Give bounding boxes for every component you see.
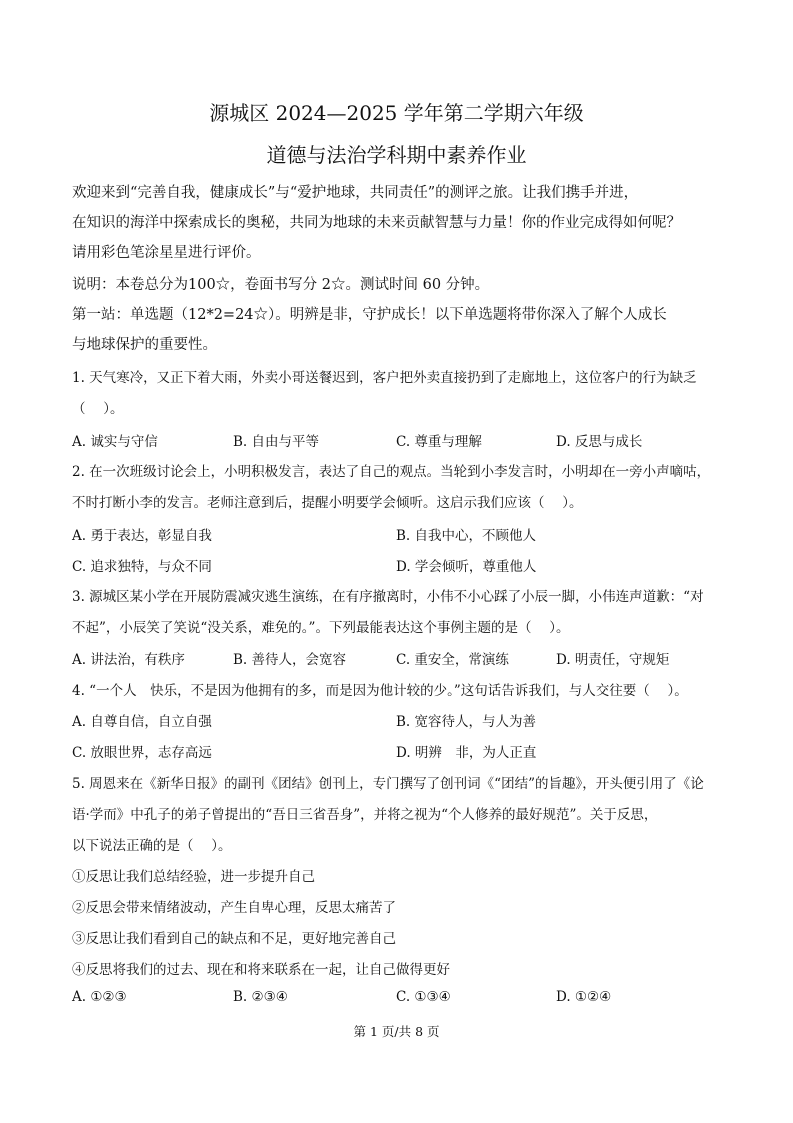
question-5-text-cont-2: 以下说法正确的是（ ）。 (72, 838, 232, 854)
question-3-text-cont: 不起”，小辰笑了笑说“没关系，难免的。”。下列最能表达这个事例主题的是（ ）。 (72, 620, 570, 636)
question-2-option-d: D. 学会倾听，尊重他人 (396, 559, 537, 575)
question-2-option-c: C. 追求独特，与众不同 (72, 559, 212, 575)
question-3-option-c: C. 重安全，常演练 (396, 652, 509, 668)
question-3-text: 3. 源城区某小学在开展防震减灾逃生演练，在有序撤离时，小伟不小心踩了小辰一脚，小伟连声道歉：“对 (72, 589, 704, 605)
question-1-text-cont: （ ）。 (72, 401, 124, 417)
question-1-option-b: B. 自由与平等 (233, 434, 320, 450)
question-4-option-c: C. 放眼世界，志存高远 (72, 745, 212, 761)
question-4-option-a: A. 自尊自信，自立自强 (72, 714, 212, 730)
question-2-text: 2. 在一次班级讨论会上，小明积极发言，表达了自己的观点。当轮到小李发言时，小明却在一旁小声嘀咕， (72, 464, 711, 480)
page-number: 第 1 页/共 8 页 (353, 1024, 440, 1039)
question-5-statement-4: ④反思将我们的过去、现在和将来联系在一起，让自己做得更好 (72, 962, 450, 978)
question-5-statement-1: ①反思让我们总结经验，进一步提升自己 (72, 869, 315, 885)
intro-line-3: 请用彩色笔涂星星进行评价。 (72, 245, 261, 261)
question-1-text: 1. 天气寒冷，又正下着大雨，外卖小哥送餐迟到，客户把外卖直接扔到了走廊地上，这位客户的行为缺乏 (72, 370, 697, 386)
question-2-option-b: B. 自我中心，不顾他人 (396, 528, 537, 544)
question-5-statement-2: ②反思会带来情绪波动，产生自卑心理，反思太痛苦了 (72, 900, 396, 916)
question-3-option-b: B. 善待人，会宽容 (233, 652, 347, 668)
section-heading-line-2: 与地球保护的重要性。 (72, 337, 217, 353)
question-5-text: 5. 周恩来在《新华日报》的副刊《团结》创刊上，专门撰写了创刊词《“团结”的旨趣》，开头便引用了《论 (72, 776, 704, 792)
section-heading-line-1: 第一站：单选题（12*2=24☆）。明辨是非，守护成长！以下单选题将带你深入了解个人成长 (72, 307, 667, 323)
question-5-option-d: D. ①②④ (556, 989, 612, 1005)
question-1-option-c: C. 尊重与理解 (396, 434, 482, 450)
question-4-text: 4. “一个人 快乐，不是因为他拥有的多，而是因为他计较的少。”这句话告诉我们，与人交往要（ ）。 (72, 683, 688, 699)
question-4-option-b: B. 宽容待人，与人为善 (396, 714, 537, 730)
question-5-statement-3: ③反思让我们看到自己的缺点和不足，更好地完善自己 (72, 931, 396, 947)
question-5-option-a: A. ①②③ (72, 989, 127, 1005)
question-1-option-a: A. 诚实与守信 (72, 434, 158, 450)
question-3-option-a: A. 讲法治，有秩序 (72, 652, 185, 668)
question-5-text-cont: 语·学而》中孔子的弟子曾提出的“吾日三省吾身”，并将之视为“个人修养的最好规范”。关于反思， (72, 807, 658, 823)
question-1-option-d: D. 反思与成长 (556, 434, 643, 450)
question-4-option-d: D. 明辨 非，为人正直 (396, 745, 537, 761)
question-2-text-cont: 不时打断小李的发言。老师注意到后，提醒小明要学会倾听。这启示我们应该（ ）。 (72, 495, 583, 511)
page-subtitle: 道德与法治学科期中素养作业 (266, 143, 527, 167)
question-5-option-c: C. ①③④ (396, 989, 451, 1005)
intro-line-2: 在知识的海洋中探索成长的奥秘，共同为地球的未来贡献智慧与力量！你的作业完成得如何呢？ (72, 215, 681, 231)
question-2-option-a: A. 勇于表达，彰显自我 (72, 528, 212, 544)
question-3-option-d: D. 明责任，守规矩 (556, 652, 670, 668)
page-title: 源城区 2024—2025 学年第二学期六年级 (209, 101, 584, 125)
intro-line-1: 欢迎来到“完善自我，健康成长”与“爱护地球，共同责任”的测评之旅。让我们携手并进， (72, 185, 639, 201)
instructions-note: 说明：本卷总分为100☆，卷面书写分 2☆。测试时间 60 分钟。 (72, 277, 490, 293)
question-5-option-b: B. ②③④ (233, 989, 288, 1005)
